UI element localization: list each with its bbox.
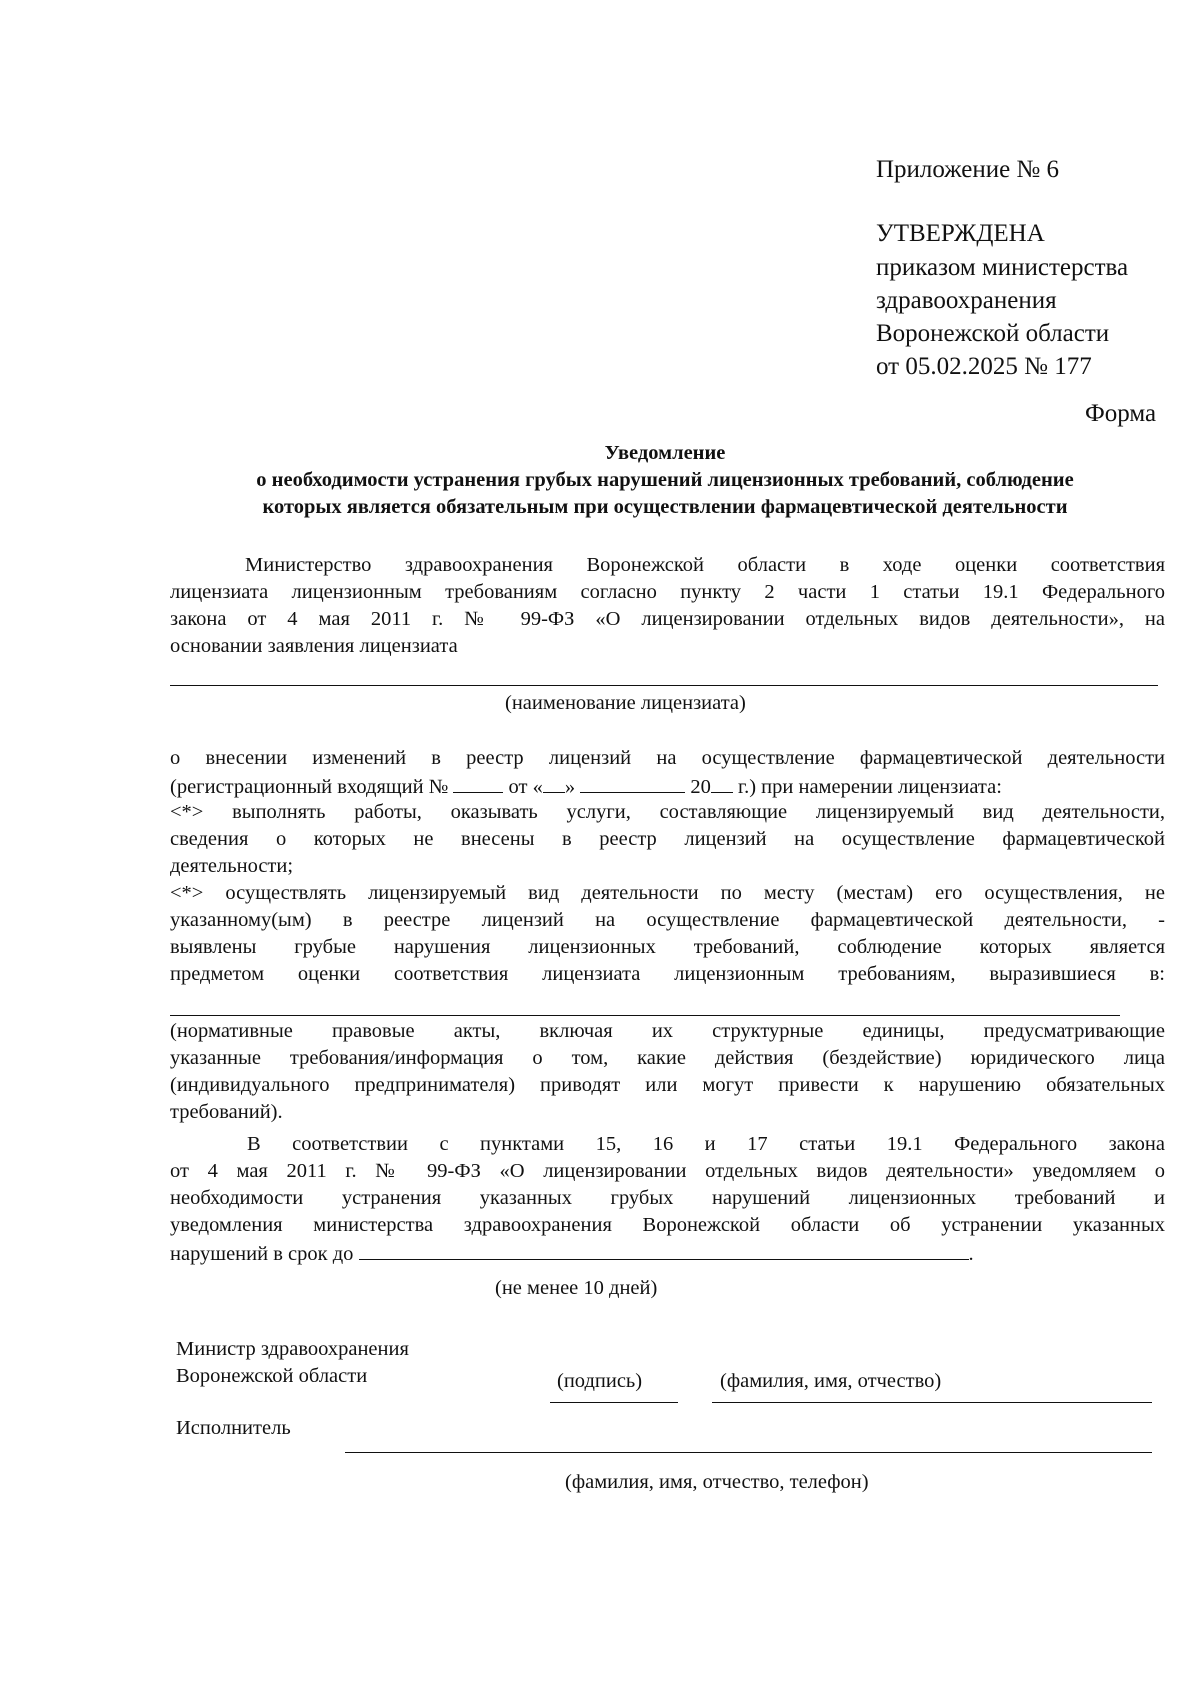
document-subtitle-line-1: о необходимости устранения грубых нарушений лицензионных требований, соблюдение (256, 469, 1074, 491)
licensee-name-line (170, 685, 1158, 686)
notice-line-5 (170, 1239, 1165, 1266)
norms-line-3: (индивидуального предпринимателя) приводят или могут привести к нарушению обязательных (170, 1074, 1165, 1096)
norms-line-2: указанные требования/информация о том, какие действия (бездействие) юридического лица (170, 1047, 1165, 1069)
notice-line-4: уведомления министерства здравоохранения Воронежской области об устранении указанных (170, 1214, 1165, 1236)
approved-stamp: УТВЕРЖДЕНА (876, 220, 1045, 247)
notice-line-3: необходимости устранения указанных грубых нарушений лицензионных требований и (170, 1187, 1165, 1209)
intro-line-1: Министерство здравоохранения Воронежской области в ходе оценки соответствия (245, 554, 1165, 576)
intro-line-4: основании заявления лицензиата (170, 635, 458, 657)
reg-month-blank[interactable] (580, 772, 685, 793)
deadline-blank[interactable] (359, 1239, 969, 1260)
document-subtitle-line-2: которых является обязательным при осуществлении фармацевтической деятельности (262, 496, 1068, 518)
deadline-caption: (не менее 10 дней) (495, 1277, 658, 1299)
changes-line-7: указанному(ым) в реестре лицензий на осуществление фармацевтической деятельности, - (170, 909, 1165, 931)
approved-by-line-3: Воронежской области (876, 320, 1110, 347)
changes-line-5: деятельности; (170, 855, 294, 877)
norms-line-4: требований). (170, 1101, 283, 1123)
changes-line-6: <*> осуществлять лицензируемый вид деятельности по месту (местам) его осуществления, не (170, 882, 1165, 904)
notice-line-1: В соответствии с пунктами 15, 16 и 17 статьи 19.1 Федерального закона (247, 1133, 1165, 1155)
deadline-label: нарушений в срок до (170, 1243, 354, 1265)
notice-paragraph-cont (170, 1158, 1165, 1266)
executor-line (345, 1452, 1152, 1453)
intro-paragraph (245, 552, 1165, 579)
intro-line-3: закона от 4 мая 2011 г. № 99-ФЗ «О лицензировании отдельных видов деятельности», на (170, 608, 1165, 630)
changes-line-8: выявлены грубые нарушения лицензионных требований, соблюдение которых является (170, 936, 1165, 958)
approved-by-line-2: здравоохранения (876, 287, 1057, 314)
reg-date-quote: » (564, 776, 576, 798)
reg-number-label: (регистрационный входящий № (170, 776, 449, 798)
executor-label: Исполнитель (176, 1417, 291, 1439)
signature-line (550, 1402, 678, 1403)
licensee-name-caption: (наименование лицензиата) (505, 692, 746, 714)
intro-paragraph-cont (170, 579, 1165, 660)
minister-title-line-1: Министр здравоохранения (176, 1338, 409, 1360)
reg-year-blank[interactable] (711, 772, 733, 793)
changes-line-1: о внесении изменений в реестр лицензий на осуществление фармацевтической деятельности (170, 747, 1165, 769)
deadline-period: . (968, 1243, 974, 1265)
changes-line-2 (170, 772, 1165, 799)
changes-line-9: предметом оценки соответствия лицензиата лицензионным требованиям, выразившиеся в: (170, 963, 1165, 985)
reg-date-suffix: г.) при намерении лицензиата: (738, 776, 1002, 798)
reg-day-blank[interactable] (543, 772, 565, 793)
appendix-number: Приложение № 6 (876, 156, 1060, 183)
reg-year-prefix: 20 (690, 776, 711, 798)
document-title: Уведомление (604, 442, 726, 464)
minister-name-caption: (фамилия, имя, отчество) (720, 1370, 942, 1392)
intro-line-2: лицензиата лицензионным требованиям согласно пункту 2 части 1 статьи 19.1 Федерального (170, 581, 1165, 603)
norms-paragraph (170, 1018, 1165, 1126)
minister-name-line (712, 1402, 1152, 1403)
approved-date: от 05.02.2025 № 177 (876, 353, 1092, 380)
norms-line-1: (нормативные правовые акты, включая их структурные единицы, предусматривающие (170, 1020, 1165, 1042)
changes-line-4: сведения о которых не внесены в реестр лицензий на осуществление фармацевтической (170, 828, 1165, 850)
minister-title-line-2: Воронежской области (176, 1365, 368, 1387)
approved-by-line-1: приказом министерства (876, 254, 1129, 281)
changes-line-3: <*> выполнять работы, оказывать услуги, составляющие лицензируемый вид деятельности, (170, 801, 1165, 823)
reg-date-label: от « (508, 776, 543, 798)
reg-number-blank[interactable] (453, 772, 503, 793)
notice-line-2: от 4 мая 2011 г. № 99-ФЗ «О лицензировании отдельных видов деятельности» уведомляем о (170, 1160, 1165, 1182)
changes-paragraph (170, 745, 1165, 988)
signature-caption: (подпись) (557, 1370, 643, 1392)
notice-paragraph (247, 1131, 1165, 1158)
executor-caption: (фамилия, имя, отчество, телефон) (565, 1471, 869, 1493)
violations-line (170, 1015, 1120, 1016)
form-label: Форма (1085, 400, 1157, 427)
